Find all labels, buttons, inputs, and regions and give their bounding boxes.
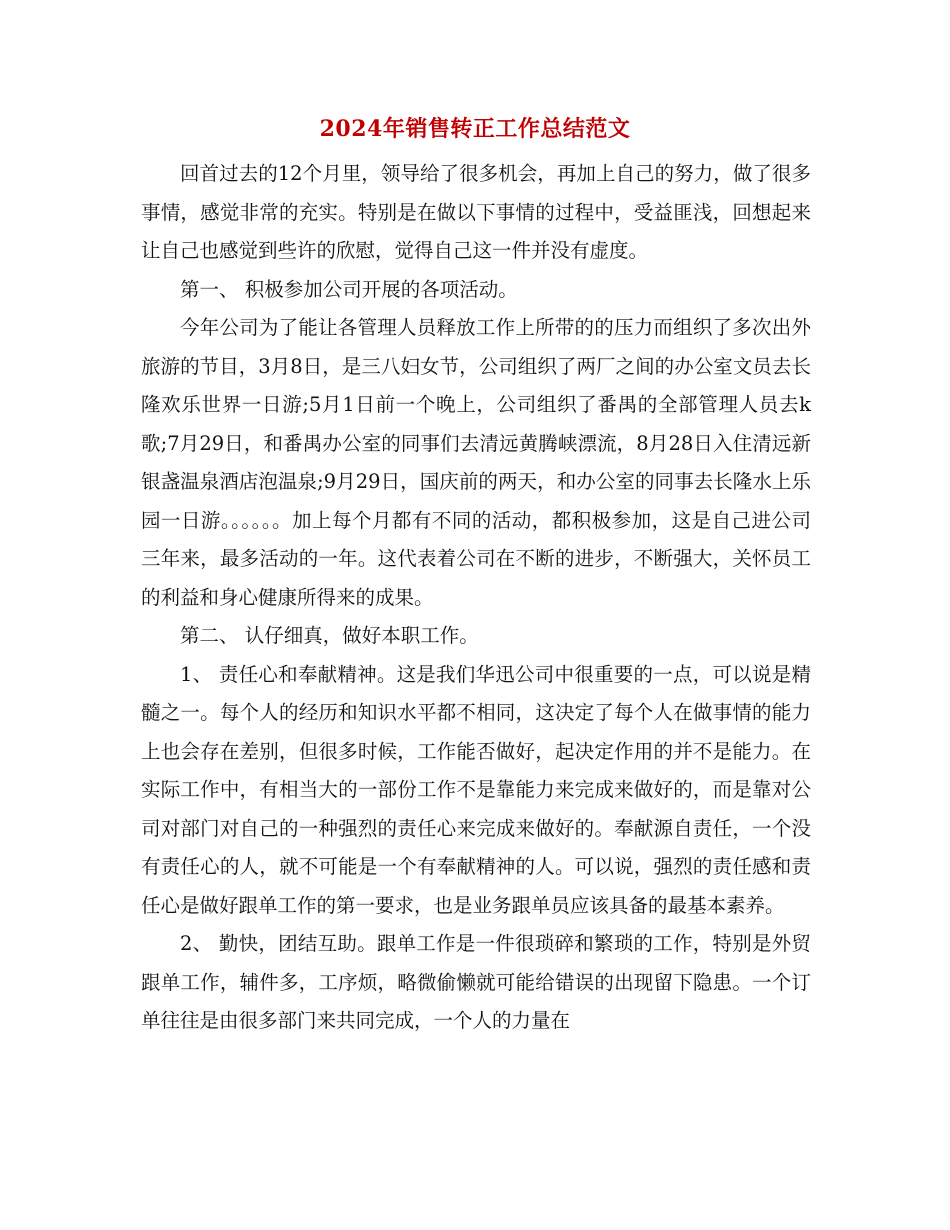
document-body: [141, 155, 811, 1041]
section-heading-2: 第二、 认仔细真，做好本职工作。: [180, 624, 479, 647]
paragraph-responsibility: 1、 责任心和奉献精神。这是我们华迅公司中很重要的一点，可以说是精髓之一。每个人的经历和知识水平都不相同，这决定了每个人在做事情的能力上也会存在差别，但很多时候，工作能否做好，起决定作用的并不是能力。在实际工作中，有相当大的一部份工作不是靠能力来完成来做好的，而是靠对公司对部门对自己的一种强烈的责任心来完成来做好的。奉献源自责任，一个没有责任心的人，就不可能是一个有奉献精神的人。可以说，强烈的责任感和责任心是做好跟单工作的第一要求，也是业务跟单员应该具备的最基本素养。: [141, 662, 811, 917]
document-title: 2024年销售转正工作总结范文: [319, 116, 631, 142]
paragraph-intro: 回首过去的12个月里，领导给了很多机会，再加上自己的努力，做了很多事情，感觉非常的充实。特别是在做以下事情的过程中，受益匪浅，回想起来让自己也感觉到些许的欣慰，觉得自己这一件并没有虚度。: [141, 162, 811, 262]
paragraph-activities: 今年公司为了能让各管理人员释放工作上所带的的压力而组织了多次出外旅游的节目，3月8日，是三八妇女节，公司组织了两厂之间的办公室文员去长隆欢乐世界一日游;5月1日前一个晚上，公司组织了番禺的全部管理人员去k歌;7月29日，和番禺办公室的同事们去清远黄腾峡漂流，8月28日入住清远新银盏温泉酒店泡温泉;9月29日，国庆前的两天，和办公室的同事去长隆水上乐园一日游。。。。。。加上每个月都有不同的活动，都积极参加，这是自己进公司三年来，最多活动的一年。这代表着公司在不断的进步，不断强大，关怀员工的利益和身心健康所得来的成果。: [141, 316, 811, 609]
section-heading-1: 第一、 积极参加公司开展的各项活动。: [180, 277, 518, 301]
paragraph-diligence: 2、 勤快，团结互助。跟单工作是一件很琐碎和繁琐的工作，特别是外贸跟单工作，辅件多，工序烦，略微偷懒就可能给错误的出现留下隐患。一个订单往往是由很多部门来共同完成，一个人的力量在: [141, 932, 811, 1032]
